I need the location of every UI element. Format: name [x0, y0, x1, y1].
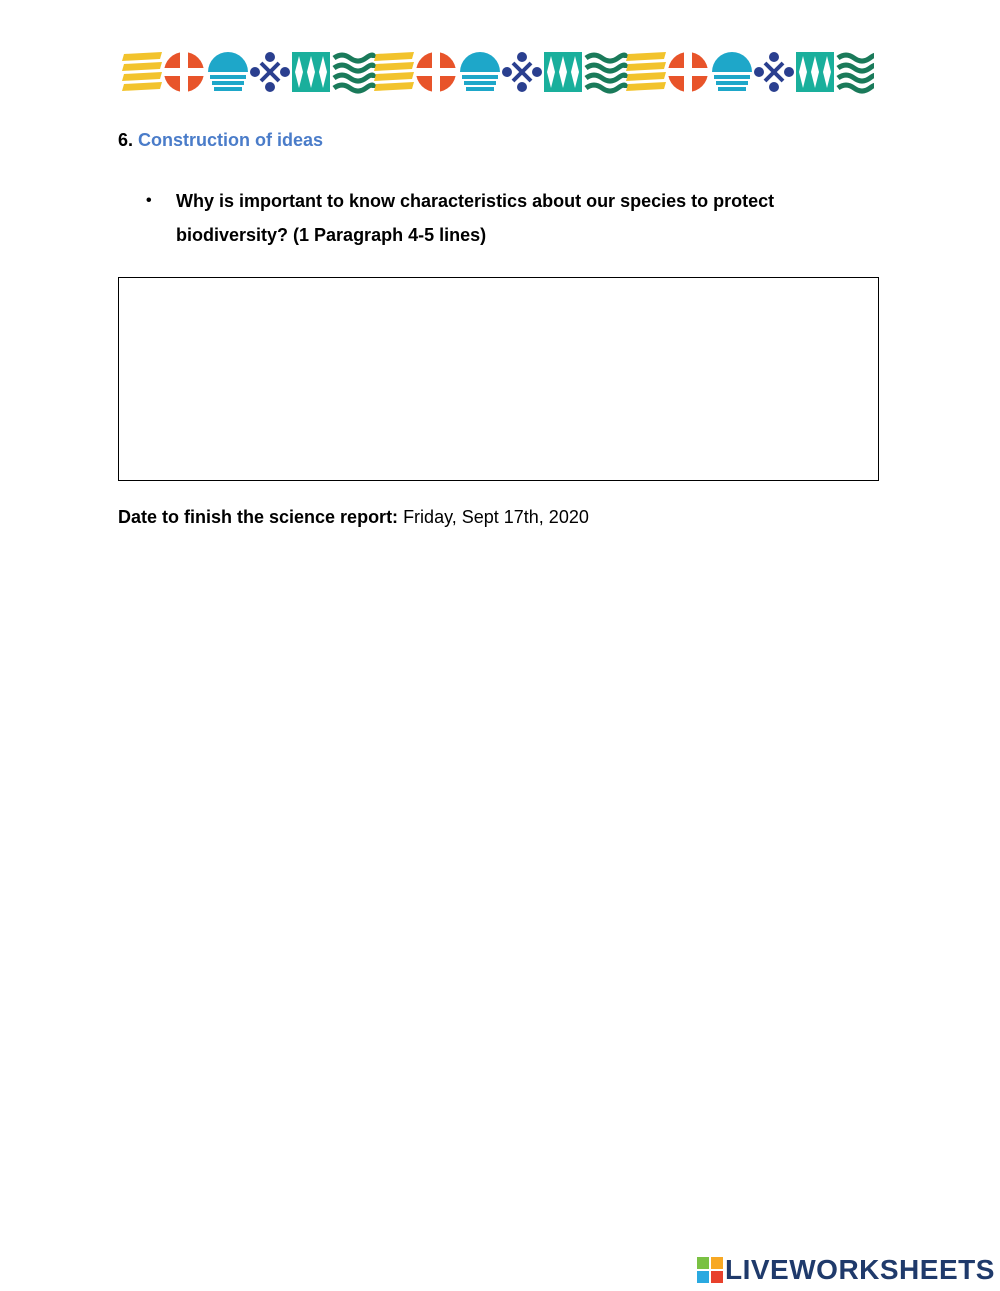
liveworksheets-logo-icon	[697, 1257, 723, 1283]
liveworksheets-brand: LIVEWORKSHEETS	[725, 1254, 995, 1285]
bullet-icon: •	[146, 192, 152, 209]
section-title: Construction of ideas	[138, 130, 324, 150]
question-item	[146, 184, 846, 252]
due-date-label: Date to finish the science report:	[118, 507, 399, 527]
section-number: 6.	[118, 130, 134, 150]
due-date-value: Friday, Sept 17th, 2020	[398, 507, 589, 527]
section-heading	[118, 129, 323, 151]
due-date-line	[118, 506, 589, 528]
question-text: Why is important to know characteristics about our species to protect biodiversity? (1 Paragraph 4-5 lines)	[176, 191, 775, 245]
decorative-pattern-banner	[122, 50, 874, 94]
liveworksheets-logo	[697, 1254, 995, 1286]
answer-textarea[interactable]	[118, 277, 879, 481]
